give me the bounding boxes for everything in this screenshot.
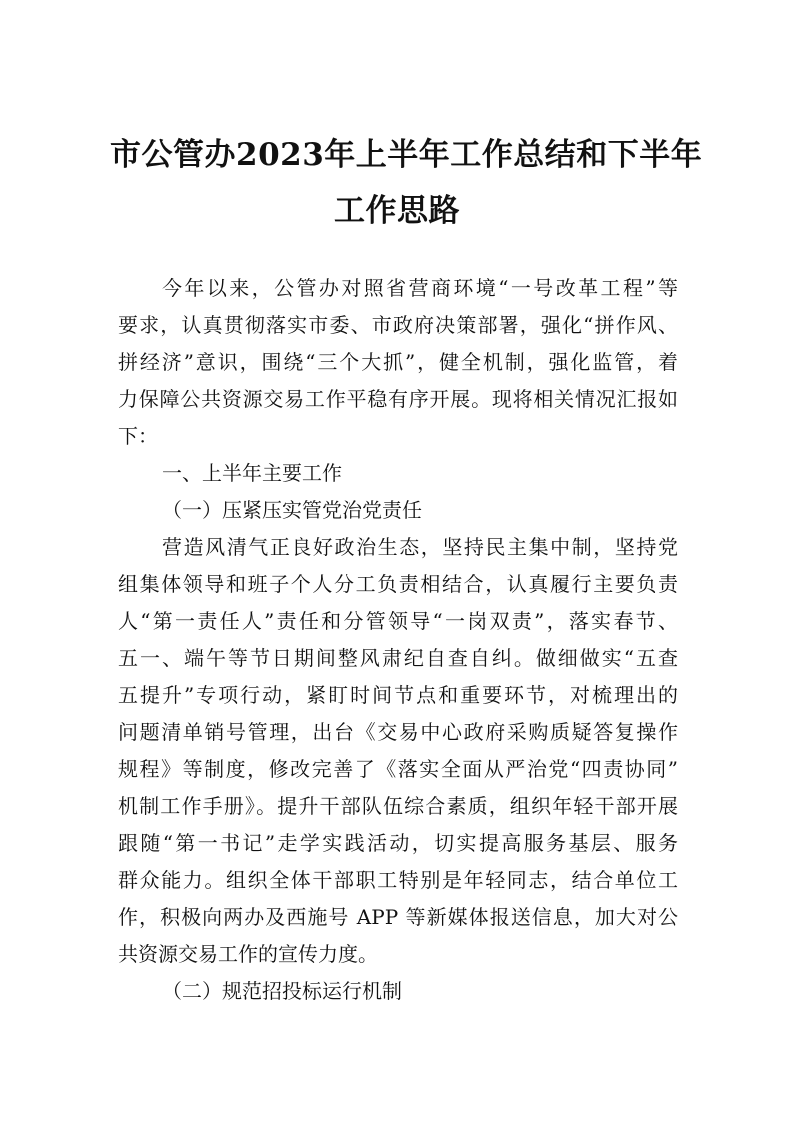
paragraph-line: 营造风清气正良好政治生态，坚持民主集中制，坚持党 [162, 535, 678, 559]
document-body [118, 270, 678, 1010]
paragraph-line: 作，积极向两办及西施号 APP 等新媒体报送信息，加大对公 [118, 905, 678, 929]
paragraph-line: 下： [118, 424, 158, 448]
paragraph-line: 机制工作手册》。提升干部队伍综合素质，组织年轻干部开展 [118, 794, 678, 818]
document-title-line-2: 工作思路 [334, 193, 460, 229]
paragraph-line: 人“第一责任人”责任和分管领导“一岗双责”，落实春节、 [118, 609, 678, 633]
paragraph-line: 共资源交易工作的宣传力度。 [118, 942, 378, 966]
section-heading: 一、上半年主要工作 [162, 461, 342, 485]
paragraph-line: 力保障公共资源交易工作平稳有序开展。现将相关情况汇报如 [118, 387, 678, 411]
paragraph-line: 跟随“第一书记”走学实践活动，切实提高服务基层、服务 [118, 831, 678, 855]
document-title-line-1: 市公管办2023年上半年工作总结和下半年 [110, 137, 703, 173]
paragraph-line: 五一、端午等节日期间整风肃纪自查自纠。做细做实“五查 [118, 646, 678, 670]
paragraph-line: 拼经济”意识，围绕“三个大抓”，健全机制，强化监管，着 [118, 350, 678, 374]
subsection-heading: （一）压紧压实管党治党责任 [162, 498, 422, 522]
subsection-heading: （二）规范招投标运行机制 [162, 979, 402, 1003]
paragraph-line: 组集体领导和班子个人分工负责相结合，认真履行主要负责 [118, 572, 678, 596]
paragraph-line: 五提升”专项行动，紧盯时间节点和重要环节，对梳理出的 [118, 683, 678, 707]
paragraph-line: 群众能力。组织全体干部职工特别是年轻同志，结合单位工 [118, 868, 678, 892]
paragraph-line: 要求，认真贯彻落实市委、市政府决策部署，强化“拼作风、 [118, 313, 678, 337]
paragraph-line: 问题清单销号管理，出台《交易中心政府采购质疑答复操作 [118, 720, 678, 744]
paragraph-line: 今年以来，公管办对照省营商环境“一号改革工程”等 [162, 276, 678, 300]
paragraph-line: 规程》等制度，修改完善了《落实全面从严治党“四责协同” [118, 757, 678, 781]
